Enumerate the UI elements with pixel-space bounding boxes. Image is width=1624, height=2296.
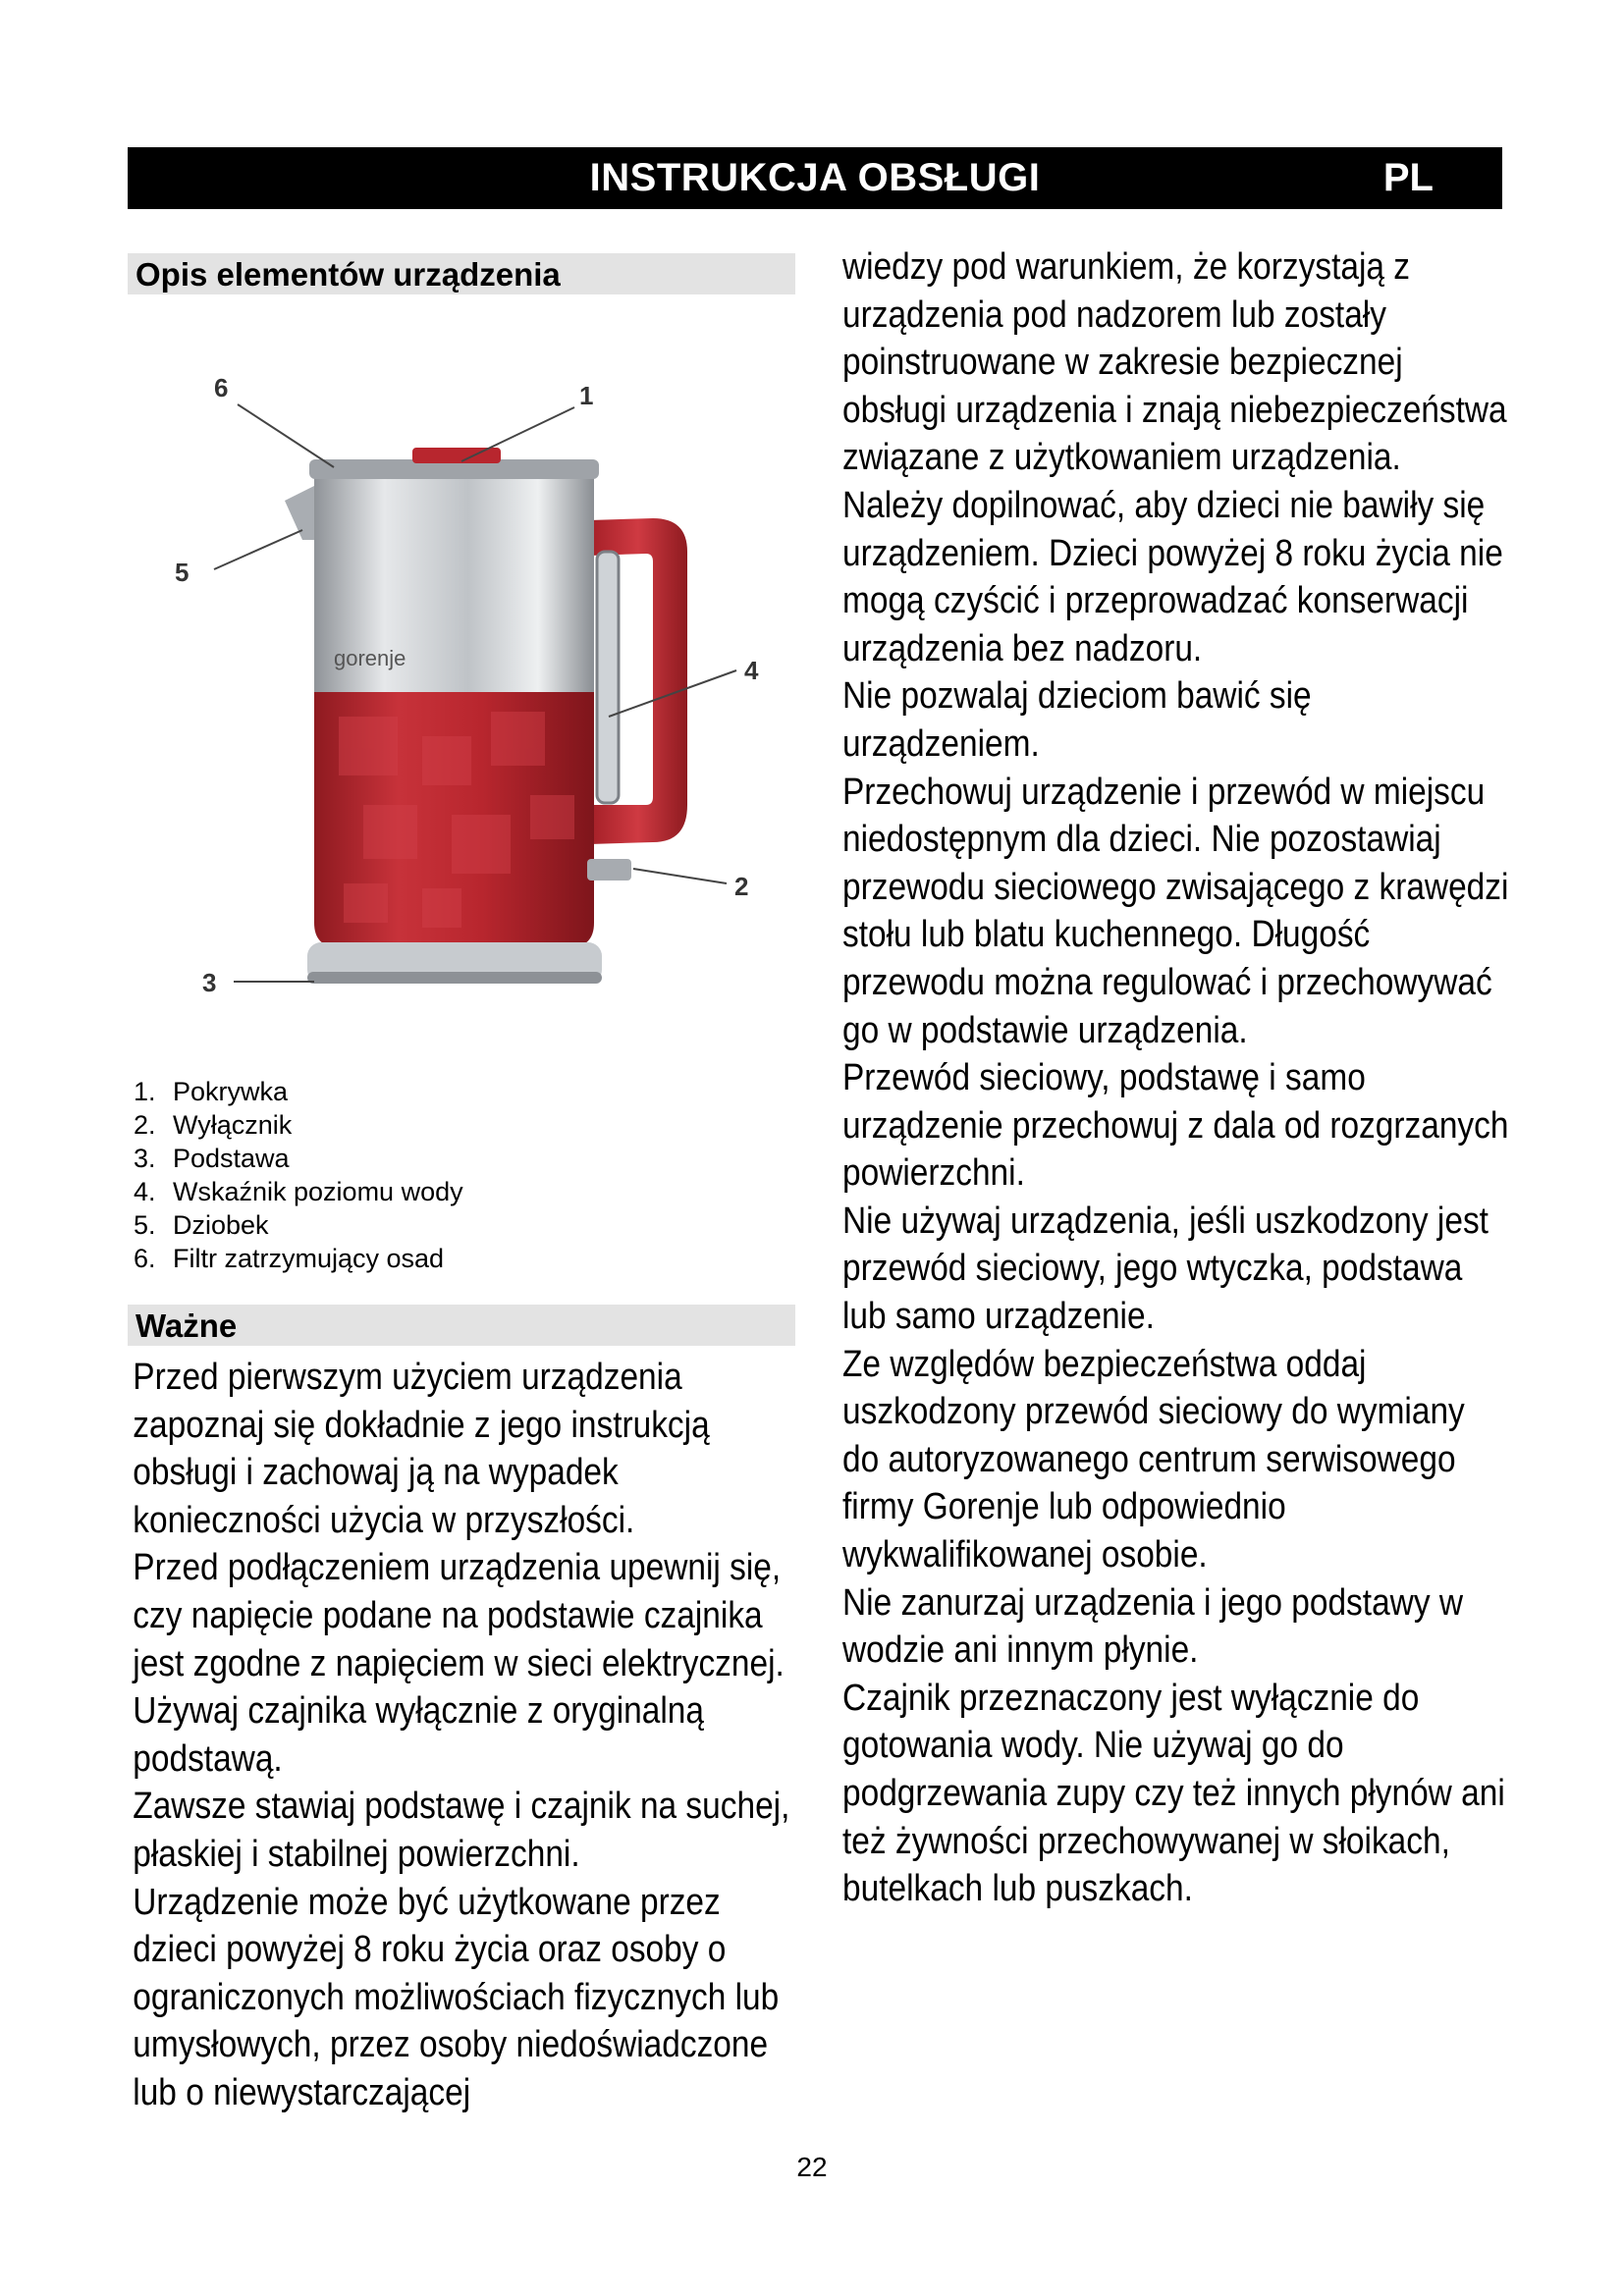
paragraph: wiedzy pod warunkiem, że korzystają z urządzenia pod nadzorem lub zostały poinstruowane w zakresie bezpiecznej obsługi urządzenia i znają niebezpieczeństwa związane z użytkowaniem urządzenia. Należy dopilnować, aby dzieci nie bawiły się urządzeniem. Dzieci powyżej 8 roku życia nie mogą czyścić i przeprowadzać konserwacji urządzenia bez nadzoru. <box>842 246 1507 669</box>
brand-logo: gorenje <box>334 646 406 670</box>
base-shadow <box>307 972 602 984</box>
paragraph: Ze względów bezpieczeństwa oddaj uszkodzony przewód sieciowy do wymiany do autoryzowanego centrum serwisowego firmy Gorenje lub odpowiednio wykwalifikowanej osobie. <box>842 1343 1465 1576</box>
kettle-figure <box>128 294 795 1075</box>
important-text <box>128 1354 801 2117</box>
language-code: PL <box>1382 156 1434 199</box>
power-switch <box>587 859 631 881</box>
legend-item: 6. Filtr zatrzymujący osad <box>134 1244 445 1273</box>
paragraph: Czajnik przeznaczony jest wyłącznie do gotowania wody. Nie używaj go do podgrzewania zupy czy też innych płynów ani też żywności przechowywanej w słoikach, butelkach lub puszkach. <box>842 1677 1505 1910</box>
paragraph: Nie zanurzaj urządzenia i jego podstawy w wodzie ani innym płynie. <box>842 1581 1463 1672</box>
legend-item: 4. Wskaźnik poziomu wody <box>134 1177 463 1206</box>
callout-line-2 <box>633 869 727 883</box>
callout-line-1 <box>461 407 574 461</box>
callout-2: 2 <box>734 872 749 901</box>
page-number: 22 <box>796 2152 828 2182</box>
callout-line-6 <box>238 404 334 467</box>
legend-item: 5. Dziobek <box>134 1210 269 1240</box>
section-title-important: Ważne <box>128 1305 795 1346</box>
callout-4: 4 <box>744 656 759 685</box>
legend-item: 3. Podstawa <box>134 1144 290 1173</box>
safety-text <box>842 243 1510 1913</box>
callout-3: 3 <box>202 968 217 997</box>
parts-legend <box>128 1075 795 1275</box>
paragraph: Urządzenie może być użytkowane przez dzieci powyżej 8 roku życia oraz osoby o ograniczonych możliwościach fizycznych lub umysłowych, przez osoby niedoświadczone lub o niewystarczającej <box>133 1881 780 2113</box>
paragraph: Używaj czajnika wyłącznie z oryginalną podstawą. <box>133 1690 705 1780</box>
legend-item: 2. Wyłącznik <box>134 1110 293 1140</box>
water-level-window <box>597 552 619 803</box>
paragraph: Nie pozwalaj dzieciom bawić się urządzeniem. <box>842 675 1312 765</box>
right-column <box>842 246 1510 1913</box>
paragraph: Przed podłączeniem urządzenia upewnij się, czy napięcie podane na podstawie czajnika jest zgodne z napięciem w sieci elektrycznej. <box>133 1547 785 1684</box>
callout-line-5 <box>214 530 302 569</box>
left-column <box>128 253 795 2117</box>
legend-item: 1. Pokrywka <box>134 1077 289 1106</box>
callout-5: 5 <box>175 558 189 587</box>
paragraph: Zawsze stawiaj podstawę i czajnik na suchej, płaskiej i stabilnej powierzchni. <box>133 1786 790 1875</box>
section-title-parts: Opis elementów urządzenia <box>128 253 795 294</box>
paragraph: Przewód sieciowy, podstawę i samo urządzenie przechowuj z dala od rozgrzanych powierzchni. <box>842 1057 1509 1195</box>
callout-1: 1 <box>579 381 594 410</box>
paragraph: Przed pierwszym użyciem urządzenia zapoznaj się dokładnie z jego instrukcją obsługi i zachowaj ją na wypadek konieczności użycia w przyszłości. <box>133 1357 710 1541</box>
page-title: INSTRUKCJA OBSŁUGI <box>589 156 1041 199</box>
paragraph: Przechowuj urządzenie i przewód w miejscu niedostępnym dla dzieci. Nie pozostawiaj przewodu sieciowego zwisającego z krawędzi stołu lub blatu kuchennego. Długość przewodu można regulować i przechowywać go w podstawie urządzenia. <box>842 771 1509 1051</box>
header-bar <box>128 147 1502 209</box>
callout-6: 6 <box>214 373 229 402</box>
paragraph: Nie używaj urządzenia, jeśli uszkodzony jest przewód sieciowy, jego wtyczka, podstawa lub samo urządzenie. <box>842 1200 1489 1338</box>
kettle-illustration <box>128 294 795 1075</box>
